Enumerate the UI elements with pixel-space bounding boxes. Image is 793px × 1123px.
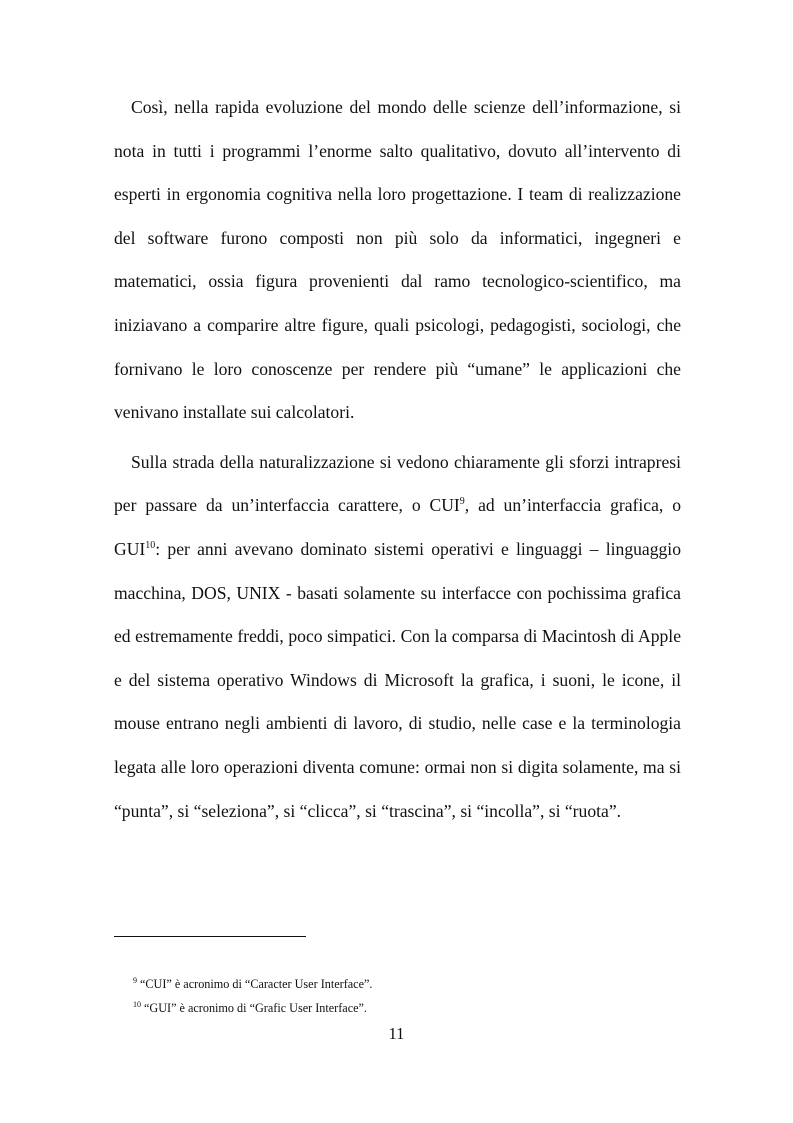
footnote-10: [133, 996, 673, 1020]
paragraph-1: [114, 86, 681, 435]
body-text: [114, 86, 681, 833]
paragraph-2: [114, 441, 681, 833]
footnote-number: 9: [133, 976, 137, 985]
footnote-9: [133, 972, 673, 996]
footnote-ref-10: 10: [145, 539, 156, 551]
footnotes: [133, 972, 673, 1020]
paragraph-2-part-2: , ad un’interfaccia grafica, o GUI: [114, 495, 681, 559]
paragraph-1-text: Così, nella rapida evoluzione del mondo delle scienze dell’informazione, si nota in tutti i programmi l’enorme salto qualitativo, dovuto all’intervento di esperti in ergonomia cognitiva nella loro progettazione. I team di realizzazione del software furono composti non più solo da informatici, ingegneri e matematici, ossia figura provenienti dal ramo tecnologico-scientifico, ma iniziavano a comparire altre figure, quali psicologi, pedagogisti, sociologi, che fornivano le loro conoscenze per rendere più “umane” le applicazioni che venivano installate sui calcolatori.: [114, 97, 681, 423]
page-number: 11: [388, 1024, 405, 1043]
paragraph-2-part-3: : per anni avevano dominato sistemi operativi e linguaggi – linguaggio macchina, DOS, UNIX - basati solamente su interfacce con pochissima grafica ed estremamente freddi, poco simpatici. Con la comparsa di Macintosh di Apple e del sistema operativo Windows di Microsoft la grafica, i suoni, le icone, il mouse entrano negli ambienti di lavoro, di studio, nelle case e la terminologia legata alle loro operazioni diventa comune: ormai non si digita solamente, ma si “punta”, si “seleziona”, si “clicca”, si “trascina”, si “incolla”, si “ruota”.: [114, 538, 681, 821]
footnote-ref-9: 9: [459, 496, 465, 508]
footnote-separator: [114, 936, 306, 937]
paragraph-2-part-1: Sulla strada della naturalizzazione si vedono chiaramente gli sforzi intrapresi per passare da un’interfaccia carattere, o CUI: [114, 451, 681, 516]
footnote-text: “CUI” è acronimo di “Caracter User Interface”.: [140, 977, 373, 991]
footnote-number: 10: [133, 1000, 141, 1009]
footnote-text: “GUI” è acronimo di “Grafic User Interface”.: [144, 1001, 367, 1015]
